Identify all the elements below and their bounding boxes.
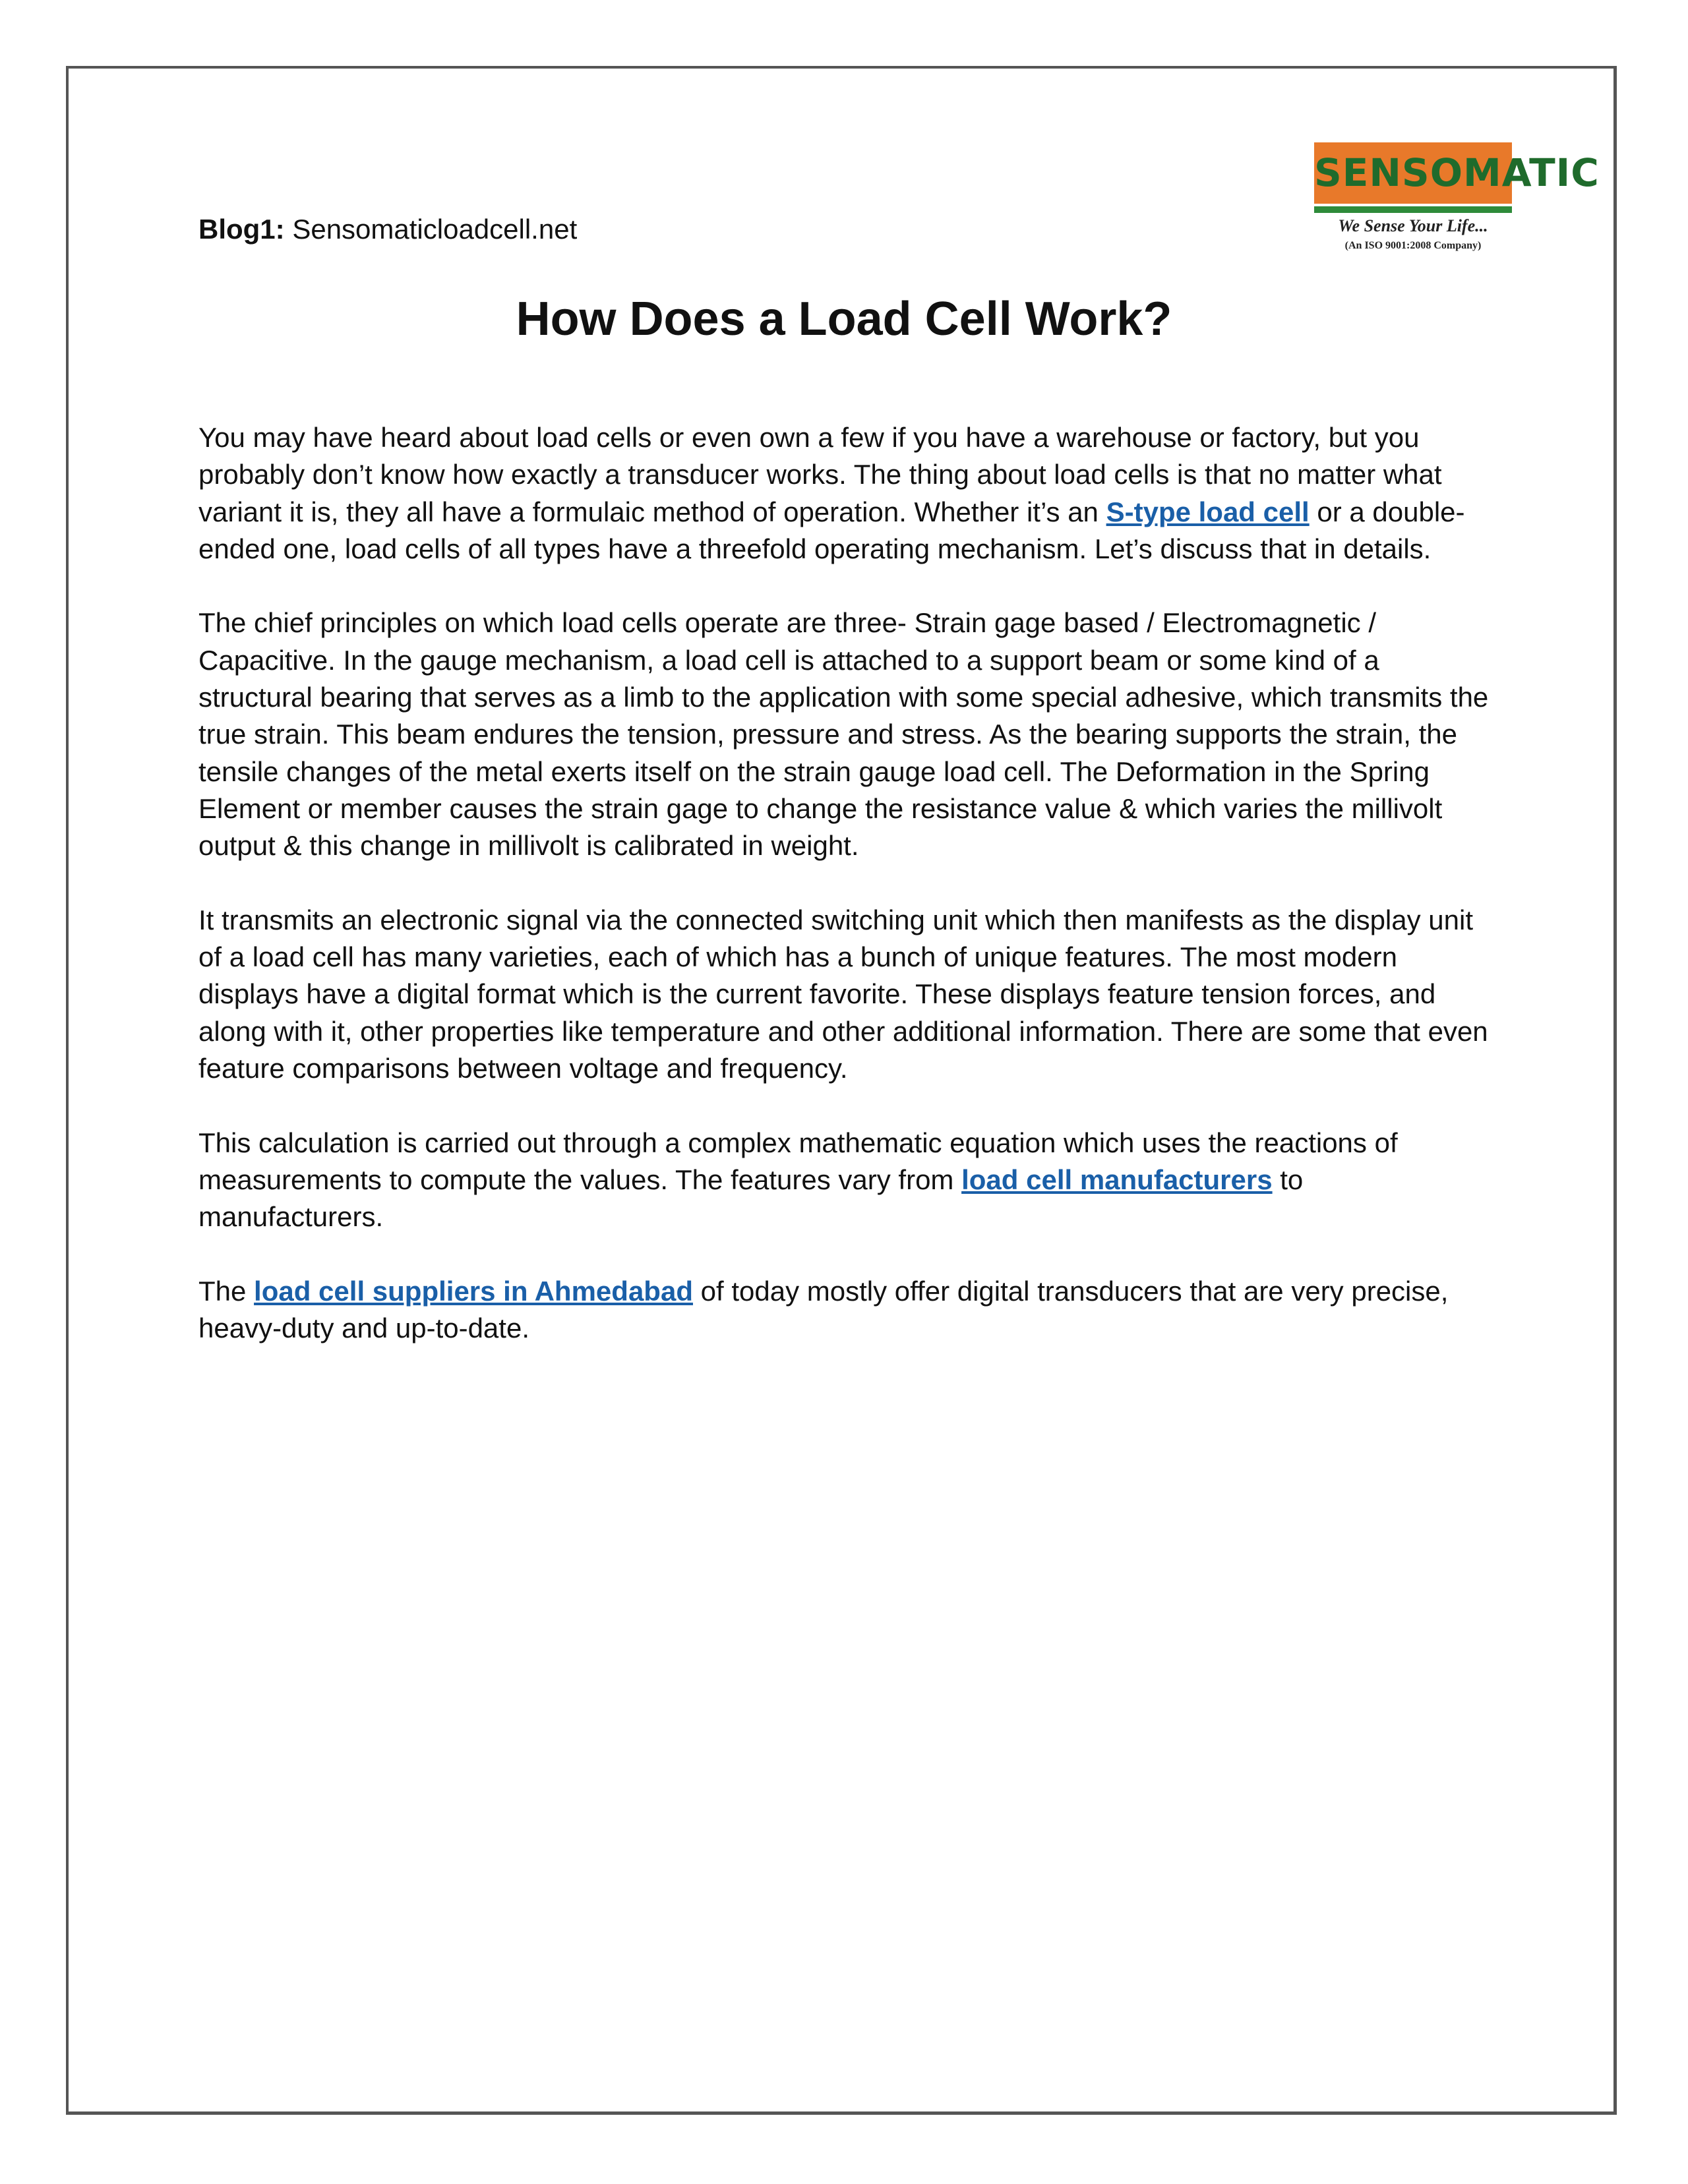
- logo-certification: (An ISO 9001:2008 Company): [1344, 240, 1482, 251]
- paragraph-text: You may have heard about load cells or even own a few if you have a warehouse or factory, but you probably don’t know how exactly a transducer works. The thing about load cells is that no matter what variant it is, they all have a formulaic method of operation. Whether it’s an: [198, 422, 1442, 527]
- paragraph-calculation: [198, 1125, 1491, 1236]
- sensomatic-logo: [1314, 142, 1600, 257]
- paragraph-text: of today mostly offer digital transducers that are very precise, heavy-duty and up-to-date.: [198, 1275, 1449, 1344]
- blog-header: [198, 210, 577, 249]
- paragraph-display: It transmits an electronic signal via the connected switching unit which then manifests as the display unit of a load cell has many varieties, each of which has a bunch of unique features. The most modern displays have a digital format which is the current favorite. These displays feature tension forces, and along with it, other properties like temperature and other additional information. There are some that even feature comparisons between voltage and frequency.: [198, 904, 1488, 1084]
- paragraph-intro: [198, 419, 1491, 568]
- s-type-load-cell-link[interactable]: S-type load cell: [1106, 496, 1310, 527]
- logo-brand: SENSOMATIC: [1314, 150, 1600, 195]
- paragraph-text: The: [198, 1275, 255, 1307]
- page-title: How Does a Load Cell Work?: [516, 293, 1172, 345]
- load-cell-manufacturers-link[interactable]: load cell manufacturers: [961, 1164, 1273, 1195]
- blog-label: Blog1:: [198, 214, 285, 245]
- logo-bar: [1314, 206, 1512, 213]
- article-body: [198, 419, 1491, 1384]
- paragraph-principles: The chief principles on which load cells operate are three- Strain gage based / Electromagnetic / Capacitive. In the gauge mechanism, a load cell is attached to a support beam or some kind of a structural bearing that serves as a limb to the application with some special adhesive, which transmits the true strain. This beam endures the tension, pressure and stress. As the bearing supports the strain, the tensile changes of the metal exerts itself on the strain gauge load cell. The Deformation in the Spring Element or member causes the strain gage to change the resistance value & which varies the millivolt output & this change in millivolt is calibrated in weight.: [198, 607, 1489, 862]
- paragraph-text: This calculation is carried out through a complex mathematic equation which uses the reactions of measurements to compute the values. The features vary from: [198, 1127, 1398, 1195]
- blog-site: Sensomaticloadcell.net: [284, 214, 578, 245]
- paragraph-suppliers: [198, 1273, 1491, 1347]
- paragraph-text: to manufacturers.: [198, 1164, 1304, 1233]
- load-cell-suppliers-ahmedabad-link[interactable]: load cell suppliers in Ahmedabad: [254, 1275, 693, 1307]
- paragraph-text: or a double-ended one, load cells of all types have a threefold operating mechanism. Let’s discuss that in details.: [198, 496, 1465, 564]
- logo-tagline: We Sense Your Life...: [1338, 216, 1488, 235]
